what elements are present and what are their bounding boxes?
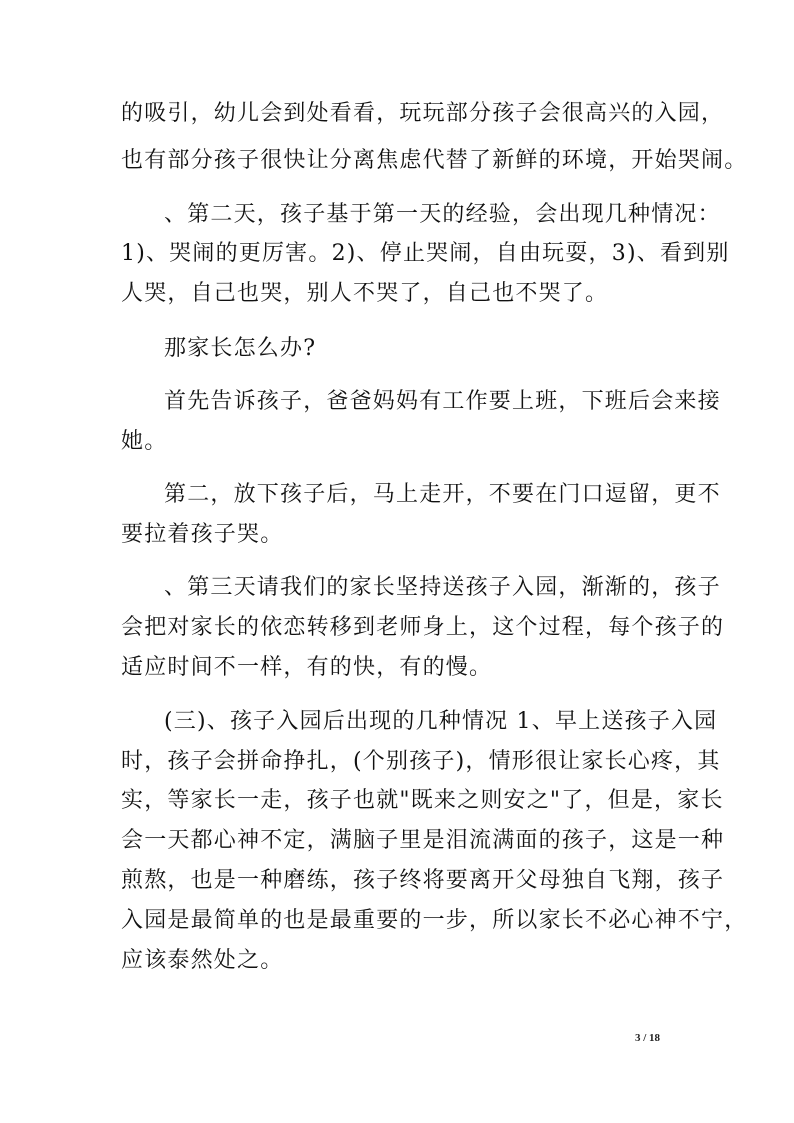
text-line: 她。 bbox=[121, 429, 168, 454]
page-number: 3 / 18 bbox=[634, 1032, 660, 1044]
text-line: 的吸引，幼儿会到处看看，玩玩部分孩子会很高兴的入园， bbox=[121, 101, 725, 126]
text-line: 要拉着孩子哭。 bbox=[121, 522, 284, 547]
text-line: 会一天都心神不定，满脑子里是泪流满面的孩子，这是一种 bbox=[121, 828, 725, 853]
text-line: 时，孩子会拼命挣扎，(个别孩子)，情形很让家长心疼，其 bbox=[121, 749, 721, 774]
text-line: 也有部分孩子很快让分离焦虑代替了新鲜的环境，开始哭闹。 bbox=[121, 148, 748, 173]
text-line: 首先告诉孩子，爸爸妈妈有工作要上班，下班后会来接 bbox=[164, 389, 721, 414]
text-line: 会把对家长的依恋转移到老师身上，这个过程，每个孩子的 bbox=[121, 615, 725, 640]
text-line: 第二，放下孩子后，马上走开，不要在门口逗留，更不 bbox=[164, 482, 721, 507]
text-line: 1)、哭闹的更厉害。2)、停止哭闹，自由玩耍，3)、看到别 bbox=[121, 241, 730, 266]
text-line: (三)、孩子入园后出现的几种情况 1、早上送孩子入园 bbox=[164, 709, 718, 734]
text-line: 应该泰然处之。 bbox=[121, 948, 284, 973]
text-line: 人哭，自己也哭，别人不哭了，自己也不哭了。 bbox=[121, 281, 609, 306]
text-line: 煎熬，也是一种磨练，孩子终将要离开父母独自飞翔，孩子 bbox=[121, 868, 725, 893]
text-line: 那家长怎么办? bbox=[164, 336, 317, 361]
text-line: 、第三天请我们的家长坚持送孩子入园，渐渐的，孩子 bbox=[164, 575, 721, 600]
text-line: 入园是最简单的也是最重要的一步，所以家长不必心神不宁， bbox=[121, 908, 748, 933]
text-line: 、第二天，孩子基于第一天的经验，会出现几种情况： bbox=[164, 202, 721, 227]
text-line: 适应时间不一样，有的快，有的慢。 bbox=[121, 655, 493, 680]
text-line: 实，等家长一走，孩子也就"既来之则安之"了，但是，家长 bbox=[121, 788, 724, 813]
